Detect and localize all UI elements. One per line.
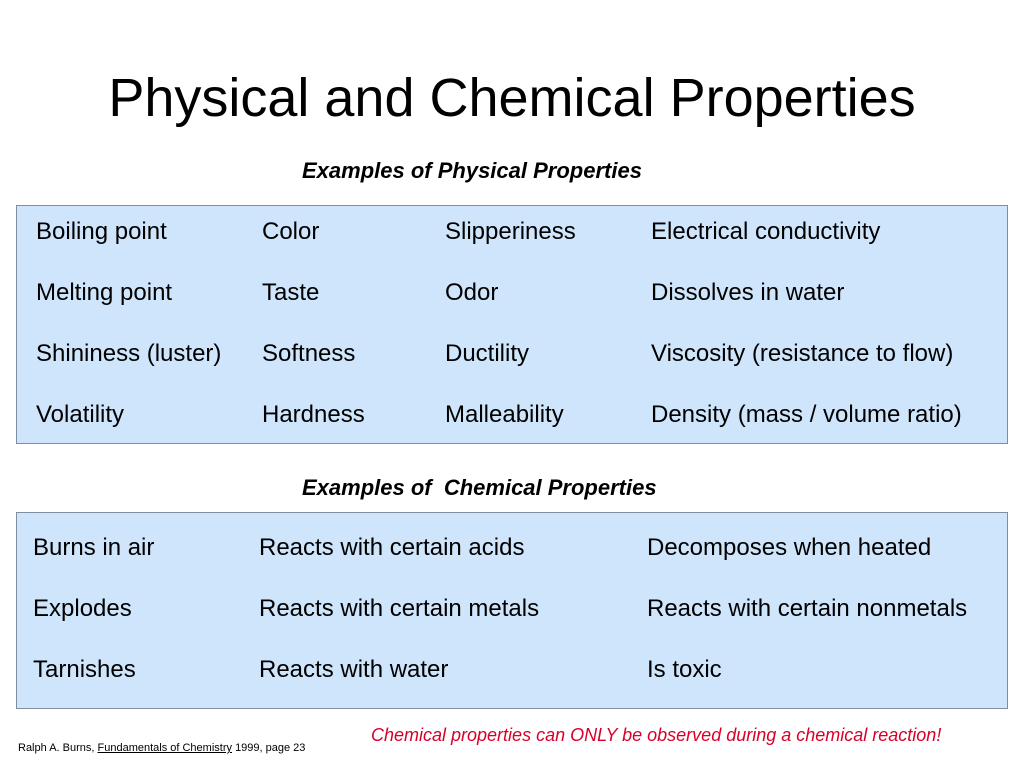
chemical-property-item: Reacts with certain nonmetals bbox=[647, 595, 968, 622]
physical-property-item: Viscosity (resistance to flow) bbox=[651, 340, 954, 367]
citation-author: Ralph A. Burns, bbox=[18, 742, 95, 754]
chemical-property-item: Reacts with certain metals bbox=[259, 595, 540, 622]
physical-property-item: Boiling point bbox=[36, 218, 167, 245]
chemical-property-item: Explodes bbox=[33, 595, 132, 622]
chemical-reaction-note: Chemical properties can ONLY be observed during a chemical reaction! bbox=[371, 725, 942, 745]
physical-property-item: Hardness bbox=[262, 401, 365, 428]
physical-property-item: Color bbox=[262, 218, 320, 245]
chemical-properties-heading: Examples of Chemical Properties bbox=[302, 475, 657, 500]
chemical-property-item: Reacts with water bbox=[259, 656, 449, 683]
chemical-property-item: Burns in air bbox=[33, 534, 155, 561]
physical-property-item: Volatility bbox=[36, 401, 125, 428]
physical-property-item: Melting point bbox=[36, 279, 173, 306]
physical-property-item: Slipperiness bbox=[445, 218, 576, 245]
citation-book-title: Fundamentals of Chemistry bbox=[97, 742, 232, 754]
physical-property-item: Odor bbox=[445, 279, 499, 306]
chemical-property-item: Decomposes when heated bbox=[647, 534, 932, 561]
slide-title: Physical and Chemical Properties bbox=[108, 68, 916, 128]
physical-property-item: Dissolves in water bbox=[651, 279, 845, 306]
physical-properties-heading: Examples of Physical Properties bbox=[302, 158, 642, 183]
physical-property-item: Malleability bbox=[445, 401, 564, 428]
chemical-properties-box bbox=[16, 512, 1008, 709]
physical-property-item: Ductility bbox=[445, 340, 530, 367]
physical-properties-box bbox=[16, 205, 1008, 444]
citation-details: 1999, page 23 bbox=[235, 742, 306, 754]
physical-property-item: Density (mass / volume ratio) bbox=[651, 401, 962, 428]
physical-property-item: Taste bbox=[262, 279, 320, 306]
chemical-property-item: Tarnishes bbox=[33, 656, 136, 683]
physical-property-item: Softness bbox=[262, 340, 356, 367]
chemical-property-item: Reacts with certain acids bbox=[259, 534, 525, 561]
chemical-property-item: Is toxic bbox=[647, 656, 722, 683]
physical-property-item: Shininess (luster) bbox=[36, 340, 222, 367]
citation bbox=[18, 741, 305, 755]
physical-property-item: Electrical conductivity bbox=[651, 218, 881, 245]
